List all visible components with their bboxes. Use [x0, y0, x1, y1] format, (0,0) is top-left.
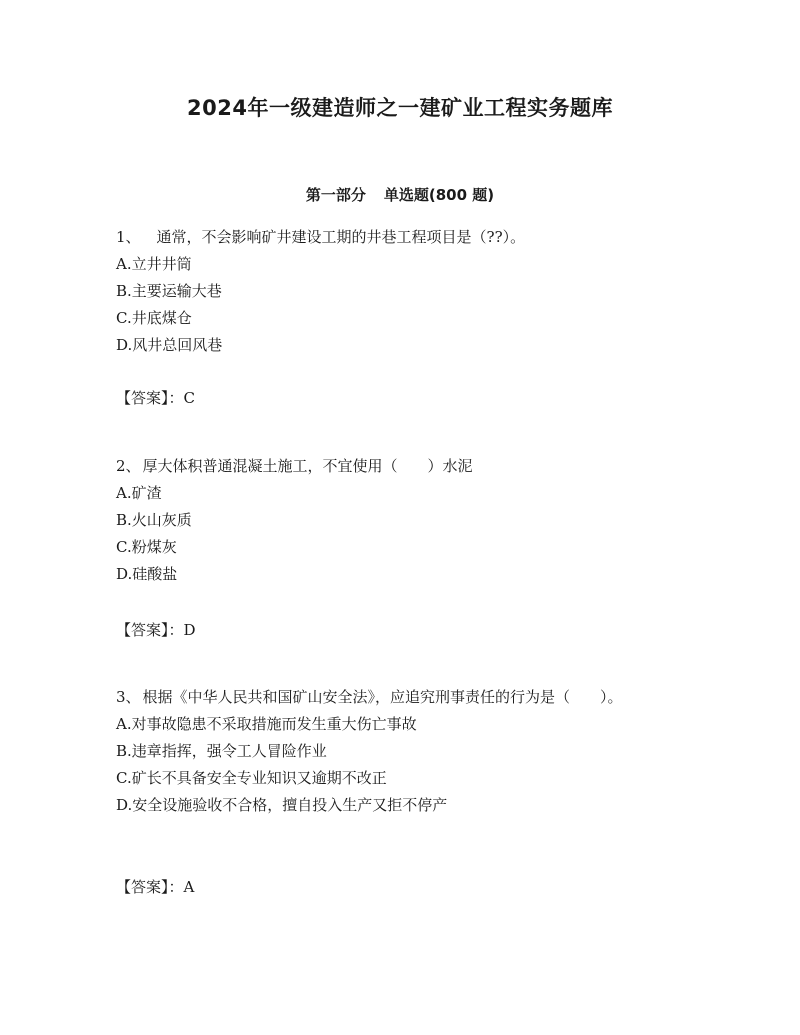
- answer-1: [116, 385, 195, 412]
- answer-2: [116, 617, 196, 644]
- option-list: [116, 251, 696, 359]
- section-part: 第一部分: [305, 186, 366, 204]
- answer-value: A: [183, 878, 195, 896]
- option-c: C.井底煤仓: [116, 309, 192, 327]
- question-text: 厚大体积普通混凝土施工，不宜使用（ ）水泥: [142, 457, 473, 475]
- section-heading: 单选题(800 题): [383, 186, 495, 204]
- question-number: 3、: [116, 688, 141, 706]
- question-stem: [116, 684, 696, 711]
- answer-3: [116, 874, 194, 901]
- option-c: C.粉煤灰: [116, 538, 177, 556]
- answer-value: D: [183, 621, 196, 639]
- option-b: B.主要运输大巷: [116, 282, 222, 300]
- document-title: 2024年一级建造师之一建矿业工程实务题库: [187, 96, 613, 120]
- option-a: A.对事故隐患不采取措施而发生重大伤亡事故: [116, 715, 417, 733]
- question-number: 1、: [116, 228, 141, 246]
- question-stem: [116, 453, 696, 480]
- question-3: [116, 684, 696, 819]
- section-title: [0, 184, 800, 205]
- option-d: D.硅酸盐: [116, 565, 178, 583]
- question-number: 2、: [116, 457, 141, 475]
- option-a: A.矿渣: [116, 484, 162, 502]
- option-list: [116, 711, 696, 819]
- option-a: A.立井井筒: [116, 255, 192, 273]
- option-b: B.违章指挥，强令工人冒险作业: [116, 742, 327, 760]
- answer-value: C: [183, 389, 195, 407]
- question-2: [116, 453, 696, 588]
- option-list: [116, 480, 696, 588]
- question-1: [116, 224, 696, 359]
- option-d: D.安全设施验收不合格，擅自投入生产又拒不停产: [116, 796, 448, 814]
- option-b: B.火山灰质: [116, 511, 192, 529]
- question-text: 通常，不会影响矿井建设工期的井巷工程项目是（??）。: [156, 228, 526, 246]
- option-d: D.风井总回风巷: [116, 336, 223, 354]
- answer-label: 【答案】：: [116, 621, 184, 639]
- question-text: 根据《中华人民共和国矿山安全法》，应追究刑事责任的行为是（ ）。: [142, 688, 623, 706]
- option-c: C.矿长不具备安全专业知识又逾期不改正: [116, 769, 387, 787]
- answer-label: 【答案】：: [116, 389, 184, 407]
- question-stem: [116, 224, 696, 251]
- answer-label: 【答案】：: [116, 878, 184, 896]
